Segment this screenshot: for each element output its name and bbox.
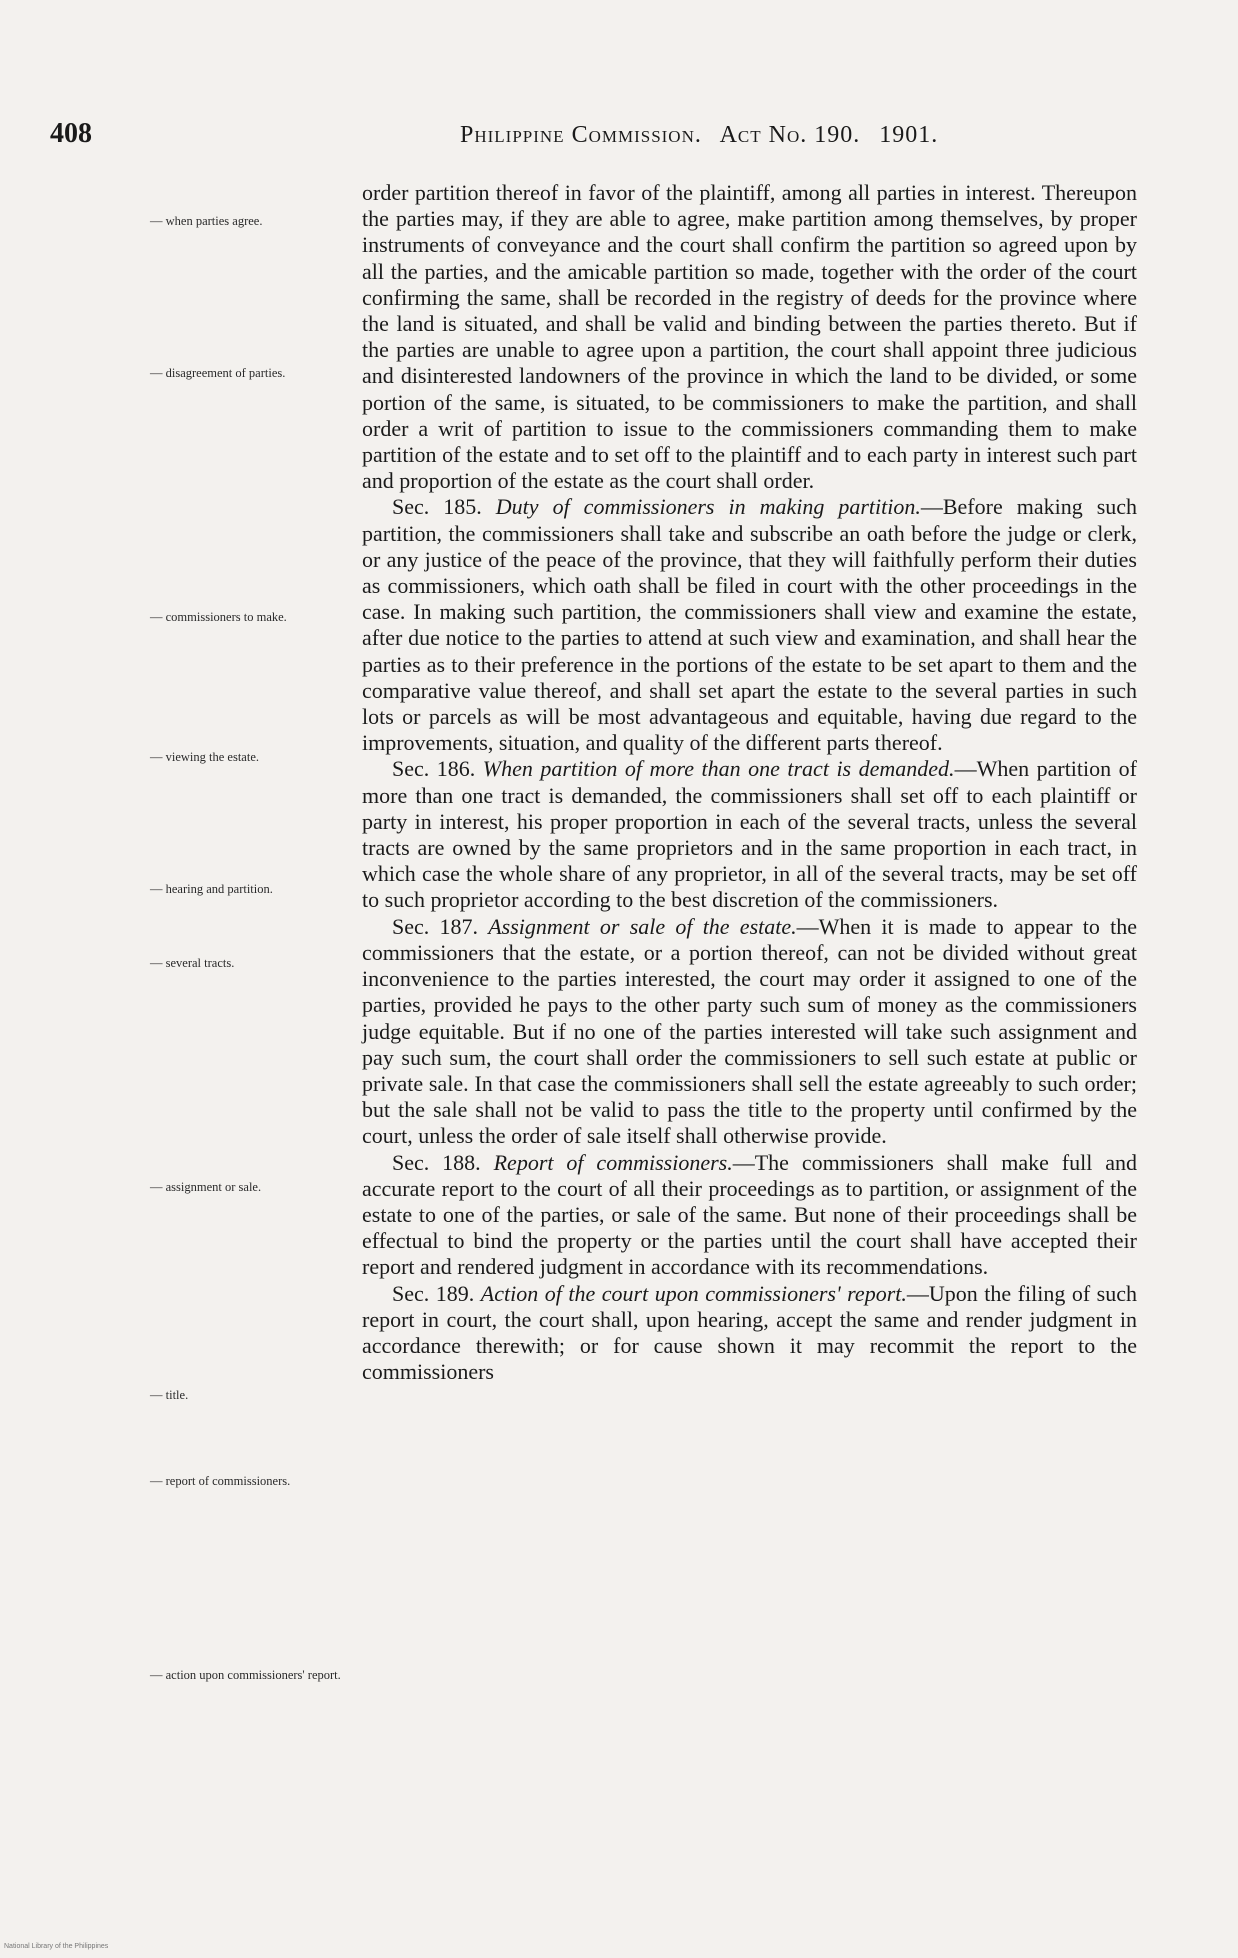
running-head-act: Act No. 190.: [719, 122, 861, 148]
section-body: —The commissioners shall make full and accurate report to the court of all their proceedings as to partition, or assignment of the estate to one of the parties, or sale of the same. But none of their proceedings shall be effectual to bind the property or the parties until the court shall have accepted their report and rendered judgment in accordance with its recommendations.: [362, 1149, 1138, 1280]
margin-note: — several tracts.: [150, 956, 235, 970]
section-body: —Before making such partition, the commissioners shall take and subscribe an oath before the judge or clerk, or any justice of the peace of the province, that they will faithfully perform their duties as commissioners, which oath shall be filed in court with the other proceedings in the case. In making such partition, the commissioners shall view and examine the estate, after due notice to the parties to attend at such view and examination, and shall hear the parties as to their preference in the portions of the estate to be set apart to them and the comparative value thereof, and shall set apart the estate to the several parties in such lots or parcels as will be most advantageous and equitable, having due regard to the improvements, situation, and quality of the different parts thereof.: [362, 494, 1138, 756]
section-title: Action of the court upon commissioners' report.: [480, 1280, 907, 1306]
section-body: —When partition of more than one tract is demanded, the commissioners shall set off to each plaintiff or party in interest, his proper proportion in each of the several tracts, unless the several tracts are owned by the same proprietors and in the same proportion in each tract, in which case the whole share of any proprietor, in all of the several tracts, may be set off to such proprietor according to the best discretion of the commissioners.: [362, 756, 1137, 913]
main-text: [362, 180, 1137, 1385]
running-head-commission: Philippine Commission.: [460, 122, 702, 148]
section-186: [362, 756, 1137, 913]
section-189: [362, 1281, 1137, 1386]
section-title: Assignment or sale of the estate.: [488, 913, 797, 939]
section-185: [362, 494, 1137, 756]
section-body: —When it is made to appear to the commissioners that the estate, or a portion thereof, can not be divided without great inconvenience to the parties interested, the court may order it assigned to one of the parties, provided he pays to the other party such sum of money as the commissioners judge equitable. But if no one of the parties interested will take such assignment and pay such sum, the court shall order the commissioners to sell such estate at public or private sale. In that case the commissioners shall sell the estate agreeably to such order; but the sale shall not be valid to pass the title to the property until confirmed by the court, unless the order of sale itself shall otherwise provide.: [362, 913, 1138, 1149]
margin-note: — action upon commissioners' report.: [150, 1668, 341, 1682]
section-number: Sec. 187.: [392, 913, 478, 939]
margin-note: — commissioners to make.: [150, 610, 287, 624]
margin-note: — title.: [150, 1388, 189, 1402]
margin-note: — report of commissioners.: [150, 1474, 291, 1488]
paragraph: order partition thereof in favor of the plaintiff, among all parties in interest. Thereupon the parties may, if they are able to agree, make partition among themselves, by proper instruments of conveyance and the court shall confirm the partition so agreed upon by all the parties, and the amicable partition so made, together with the order of the court confirming the same, shall be recorded in the registry of deeds for the province where the land is situated, and shall be valid and binding between the parties thereto. But if the parties are unable to agree upon a partition, the court shall appoint three judicious and disinterested landowners of the province in which the land to be divided, or some portion of the same, is situated, to be commissioners to make the partition, and shall order a writ of partition to issue to the commissioners commanding them to make partition of the estate and to set off to the plaintiff and to each party in interest such part and proportion of the estate as the court shall order.: [362, 180, 1137, 494]
margin-note: — disagreement of parties.: [150, 366, 286, 380]
section-187: [362, 914, 1137, 1150]
section-number: Sec. 189.: [392, 1280, 475, 1306]
section-title: Report of commissioners.: [493, 1149, 733, 1175]
section-body: —Upon the filing of such report in court, the court shall, upon hearing, accept the same and render judgment in accordance therewith; or for cause shown it may recommit the report to the commissioners: [362, 1280, 1137, 1385]
running-head: [460, 122, 950, 149]
section-title: Duty of commissioners in making partition.: [495, 494, 921, 520]
margin-note: — when parties agree.: [150, 214, 263, 228]
section-188: [362, 1150, 1137, 1281]
running-head-year: 1901.: [879, 122, 939, 148]
section-number: Sec. 186.: [392, 756, 476, 782]
section-number: Sec. 185.: [392, 494, 482, 520]
margin-note: — assignment or sale.: [150, 1180, 262, 1194]
section-number: Sec. 188.: [392, 1149, 481, 1175]
section-title: When partition of more than one tract is demanded.: [482, 756, 955, 782]
page-header: [50, 118, 1168, 158]
margin-note: — viewing the estate.: [150, 750, 259, 764]
page-number: 408: [50, 118, 92, 149]
margin-note: — hearing and partition.: [150, 882, 273, 896]
library-stamp: National Library of the Philippines: [4, 1943, 109, 1950]
